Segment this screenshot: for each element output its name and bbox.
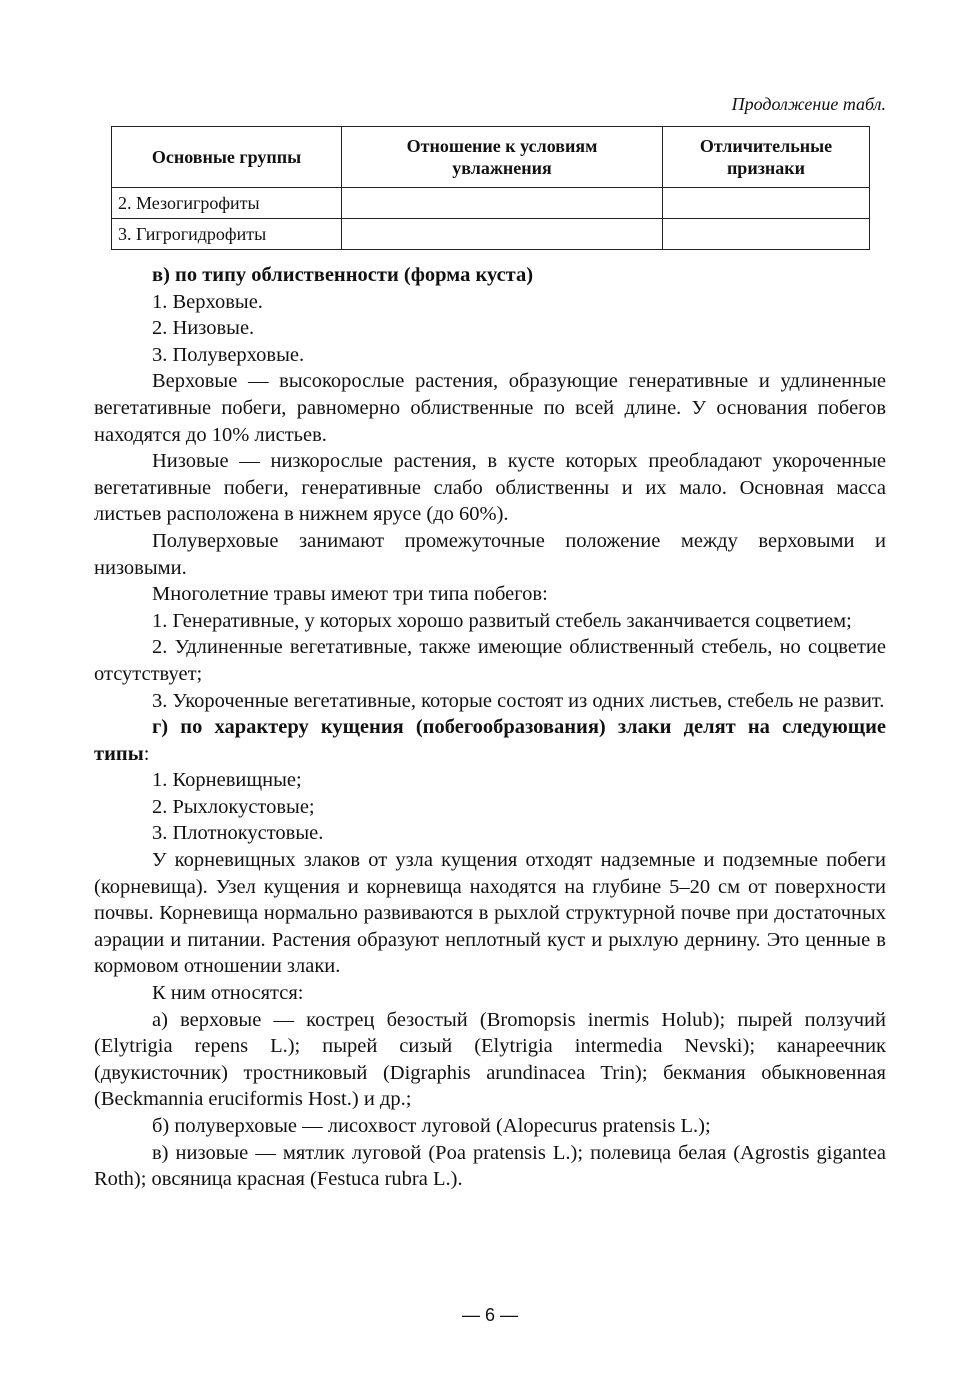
- table-header-row: [112, 127, 870, 188]
- table-header-cell: Основные группы: [112, 127, 342, 188]
- paragraph: 3. Укороченные вегетативные, которые состоят из одних листьев, стебель не развит.: [152, 689, 885, 712]
- section-heading-leafiness: в) по типу облиственности (форма куста): [152, 264, 534, 286]
- table-continuation-label: Продолжение табл.: [731, 94, 886, 114]
- paragraph: К ним относятся:: [152, 982, 304, 1005]
- paragraph: а) верховые — кострец безостый (Bromopsis inermis Holub); пырей ползучий (Elytrigia repens L.); пырей сизый (Elytrigia intermedia Nevski); канареечник (двукисточник) тростниковый (Digraphis arundinacea Trin); бекмания обыкновенная (Beckmannia eruciformis Host.) и др.;: [94, 1008, 886, 1111]
- table-header-text: Отличительные признаки: [699, 136, 833, 178]
- list-item: 1. Верховые.: [152, 290, 263, 313]
- section-heading-text: г) по характеру кущения (побегообразования) злаки делят на следующие типы: [94, 716, 886, 765]
- list-item: 2. Рыхлокустовые;: [152, 795, 315, 818]
- groups-table: [111, 126, 870, 250]
- table-cell: 2. Мезогигрофиты: [112, 188, 342, 219]
- table-cell: [663, 188, 870, 219]
- body-text: [94, 262, 886, 1193]
- paragraph: 1. Генеративные, у которых хорошо развитый стебель заканчивается соцветием;: [152, 609, 852, 632]
- table-row: [112, 219, 870, 250]
- table-cell: 3. Гигрогидрофиты: [112, 219, 342, 250]
- paragraph: б) полуверховые — лисохвост луговой (Alopecurus pratensis L.);: [152, 1115, 711, 1137]
- paragraph: У корневищных злаков от узла кущения отходят надземные и подземные побеги (корневища). Узел кущения и корневища находятся на глубине 5–20 см от поверхности почвы. Корневища нормально развиваются в рыхлой структурной почве при достаточных аэрации и питании. Растения образуют неплотный куст и рыхлую дернину. Это ценные в кормовом отношении злаки.: [94, 849, 886, 978]
- paragraph: в) низовые — мятлик луговой (Poa pratensis L.); полевица белая (Agrostis gigantea Roth); овсяница красная (Festuca rubra L.).: [94, 1141, 886, 1191]
- list-item: 1. Корневищные;: [152, 769, 302, 792]
- table-cell: [342, 188, 663, 219]
- section-heading-suffix: :: [143, 742, 150, 765]
- table-header-cell: [663, 127, 870, 188]
- list-item: 2. Низовые.: [152, 317, 255, 340]
- paragraph: 2. Удлиненные вегетативные, также имеющие облиственный стебель, но соцветие отсутствует;: [94, 636, 886, 685]
- table-cell: [342, 219, 663, 250]
- table-header-text: Отношение к условиям увлажнения: [406, 136, 598, 178]
- paragraph: Полуверховые занимают промежуточные положение между верховыми и низовыми.: [94, 529, 886, 579]
- table-row: [112, 188, 870, 219]
- table-cell: [663, 219, 870, 250]
- page-number: — 6 —: [461, 1305, 518, 1325]
- paragraph: Низовые — низкорослые растения, в кусте которых преобладают укороченные вегетативные побеги, генеративные слабо облиственны и их мало. Основная масса листьев расположена в нижнем ярусе (до 60%).: [94, 450, 886, 526]
- list-item: 3. Плотнокустовые.: [152, 822, 324, 845]
- paragraph: Многолетние травы имеют три типа побегов:: [152, 583, 548, 606]
- table-header-cell: [342, 127, 663, 188]
- list-item: 3. Полуверховые.: [152, 343, 305, 366]
- paragraph: Верховые — высокорослые растения, образующие генеративные и удлиненные вегетативные побеги, равномерно облиственные по всей длине. У основания побегов находятся до 10% листьев.: [94, 370, 886, 446]
- section-heading-tillering: [94, 714, 886, 767]
